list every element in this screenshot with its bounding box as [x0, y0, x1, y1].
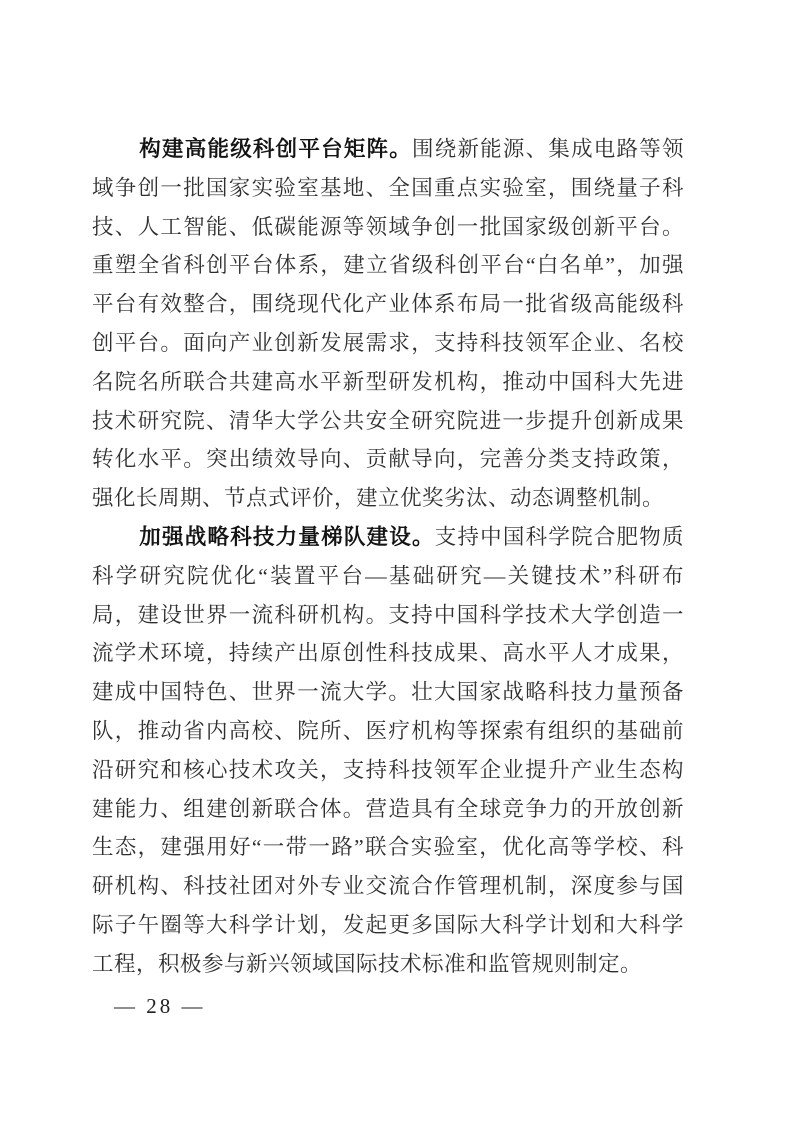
paragraph-1-lead: 构建高能级科创平台矩阵。	[139, 137, 412, 161]
paragraph-2-text: 支持中国科学院合肥物质科学研究院优化“装置平台—基础研究—关键技术”科研布局，建设世界一流科研机构。支持中国科学技术大学创造一流学术环境，持续产出原创性科技成果、高水平人才成果，建成中国特色、世界一流大学。壮大国家战略科技力量预备队，推动省内高校、院所、医疗机构等探索有组织的基础前沿研究和核心技术攻关，支持科技领军企业提升产业生态构建能力、组建创新联合体。营造具有全球竞争力的开放创新生态，建强用好“一带一路”联合实验室，优化高等学校、科研机构、科技社团对外专业交流合作管理机制，深度参与国际子午圈等大科学计划，发起更多国际大科学计划和大科学工程，积极参与新兴领域国际技术标准和监管规则制定。	[92, 524, 684, 976]
paragraph-2-lead: 加强战略科技力量梯队建设。	[139, 524, 435, 549]
paragraph-1-text: 围绕新能源、集成电路等领域争创一批国家实验室基地、全国重点实验室，围绕量子科技、人工智能、低碳能源等领域争创一批国家级创新平台。重塑全省科创平台体系，建立省级科创平台“白名单”，加强平台有效整合，围绕现代化产业体系布局一批省级高能级科创平台。面向产业创新发展需求，支持科技领军企业、名校名院名所联合共建高水平新型研发机构，推动中国科大先进技术研究院、清华大学公共安全研究院进一步提升创新成果转化水平。突出绩效导向、贡献导向，完善分类支持政策，强化长周期、节点式评价，建立优奖劣汰、动态调整机制。	[92, 137, 684, 511]
paragraph-2	[92, 518, 684, 984]
page-number: — 28 —	[114, 994, 206, 1018]
paragraph-1	[92, 130, 684, 518]
document-body	[92, 130, 684, 984]
